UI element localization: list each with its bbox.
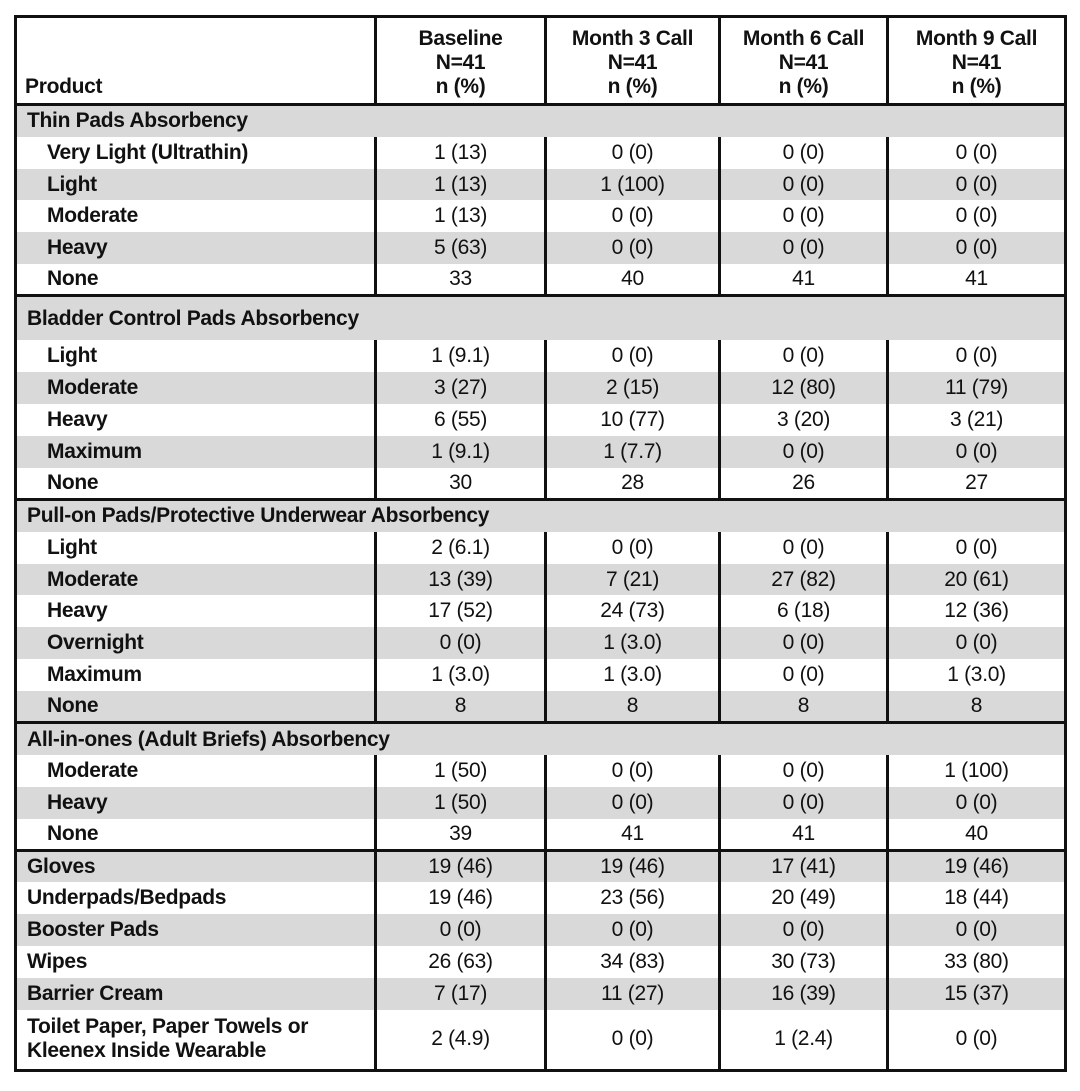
table-row bbox=[16, 340, 1066, 372]
row-label: Heavy bbox=[47, 599, 108, 623]
row-value: 0 (0) bbox=[888, 436, 1066, 468]
row-label: Light bbox=[47, 535, 97, 559]
section-title: Pull-on Pads/Protective Underwear Absorbency bbox=[16, 500, 1066, 532]
header-product: Product bbox=[16, 17, 376, 105]
column-unit: n (%) bbox=[778, 75, 829, 98]
row-label: Heavy bbox=[47, 407, 108, 431]
section-title: All-in-ones (Adult Briefs) Absorbency bbox=[16, 723, 1066, 755]
row-value: 26 bbox=[720, 468, 888, 500]
row-value: 8 bbox=[888, 691, 1066, 723]
row-value: 1 (13) bbox=[376, 169, 546, 201]
row-label: Barrier Cream bbox=[16, 978, 376, 1010]
table-row bbox=[16, 372, 1066, 404]
row-value: 6 (55) bbox=[376, 404, 546, 436]
row-value: 0 (0) bbox=[888, 200, 1066, 232]
row-value: 33 (80) bbox=[888, 946, 1066, 978]
row-label: Booster Pads bbox=[16, 914, 376, 946]
table-row bbox=[16, 819, 1066, 851]
row-label: Moderate bbox=[16, 564, 376, 596]
row-value: 0 (0) bbox=[546, 532, 720, 564]
section-header bbox=[16, 105, 1066, 137]
table-row bbox=[16, 404, 1066, 436]
row-value: 3 (20) bbox=[720, 404, 888, 436]
row-value: 1 (3.0) bbox=[376, 659, 546, 691]
row-value: 24 (73) bbox=[546, 595, 720, 627]
section-title: Thin Pads Absorbency bbox=[16, 105, 1066, 137]
row-label: Gloves bbox=[16, 851, 376, 883]
column-n: N=41 bbox=[778, 51, 829, 74]
table-row bbox=[16, 436, 1066, 468]
table-row bbox=[16, 755, 1066, 787]
section-header bbox=[16, 296, 1066, 340]
row-label: Moderate bbox=[47, 759, 138, 783]
row-label: None bbox=[47, 470, 99, 494]
row-value: 19 (46) bbox=[888, 851, 1066, 883]
row-label: None bbox=[16, 691, 376, 723]
row-value: 41 bbox=[720, 819, 888, 851]
row-value: 0 (0) bbox=[376, 627, 546, 659]
row-value: 2 (6.1) bbox=[376, 532, 546, 564]
table-row bbox=[16, 137, 1066, 169]
row-value: 41 bbox=[720, 264, 888, 296]
row-value: 0 (0) bbox=[720, 914, 888, 946]
header-month6 bbox=[720, 17, 888, 105]
section-header bbox=[16, 723, 1066, 755]
row-value: 1 (2.4) bbox=[720, 1010, 888, 1071]
table-row bbox=[16, 232, 1066, 264]
table-row bbox=[16, 978, 1066, 1010]
column-name: Month 3 Call bbox=[571, 27, 694, 50]
column-n: N=41 bbox=[435, 51, 486, 74]
row-value: 40 bbox=[888, 819, 1066, 851]
row-value: 1 (13) bbox=[376, 200, 546, 232]
row-value: 0 (0) bbox=[546, 200, 720, 232]
column-name: Month 6 Call bbox=[742, 27, 865, 50]
row-value: 12 (80) bbox=[720, 372, 888, 404]
row-value: 0 (0) bbox=[720, 659, 888, 691]
column-unit: n (%) bbox=[607, 75, 658, 98]
row-value: 0 (0) bbox=[546, 137, 720, 169]
row-value: 1 (9.1) bbox=[376, 340, 546, 372]
row-value: 30 bbox=[376, 468, 546, 500]
row-value: 0 (0) bbox=[546, 755, 720, 787]
row-value: 0 (0) bbox=[720, 200, 888, 232]
row-value: 28 bbox=[546, 468, 720, 500]
row-value: 17 (52) bbox=[376, 595, 546, 627]
row-value: 0 (0) bbox=[888, 340, 1066, 372]
table-row bbox=[16, 914, 1066, 946]
row-value: 18 (44) bbox=[888, 882, 1066, 914]
row-value: 0 (0) bbox=[888, 787, 1066, 819]
row-value: 19 (46) bbox=[546, 851, 720, 883]
row-label: Heavy bbox=[16, 232, 376, 264]
row-value: 0 (0) bbox=[546, 1010, 720, 1071]
row-value: 16 (39) bbox=[720, 978, 888, 1010]
table-row bbox=[16, 264, 1066, 296]
row-label: Underpads/Bedpads bbox=[27, 886, 227, 910]
header-baseline bbox=[376, 17, 546, 105]
row-value: 23 (56) bbox=[546, 882, 720, 914]
table-container bbox=[14, 15, 1064, 1072]
table-row bbox=[16, 200, 1066, 232]
row-value: 7 (21) bbox=[546, 564, 720, 596]
row-value: 0 (0) bbox=[546, 340, 720, 372]
column-unit: n (%) bbox=[951, 75, 1002, 98]
row-label: Moderate bbox=[16, 372, 376, 404]
row-value: 15 (37) bbox=[888, 978, 1066, 1010]
row-value: 0 (0) bbox=[546, 914, 720, 946]
table-row bbox=[16, 787, 1066, 819]
table-row bbox=[16, 882, 1066, 914]
table-row bbox=[16, 1010, 1066, 1071]
row-value: 3 (27) bbox=[376, 372, 546, 404]
row-value: 0 (0) bbox=[720, 532, 888, 564]
header-month3 bbox=[546, 17, 720, 105]
row-label: Light bbox=[47, 344, 97, 368]
row-value: 19 (46) bbox=[376, 851, 546, 883]
row-value: 7 (17) bbox=[376, 978, 546, 1010]
row-value: 0 (0) bbox=[720, 436, 888, 468]
row-value: 0 (0) bbox=[546, 787, 720, 819]
row-label: Maximum bbox=[47, 663, 142, 687]
table-row bbox=[16, 627, 1066, 659]
header-month9 bbox=[888, 17, 1066, 105]
row-value: 1 (3.0) bbox=[546, 627, 720, 659]
row-value: 1 (7.7) bbox=[546, 436, 720, 468]
section-title: Bladder Control Pads Absorbency bbox=[16, 296, 1066, 340]
row-value: 17 (41) bbox=[720, 851, 888, 883]
row-value: 27 bbox=[888, 468, 1066, 500]
row-label: None bbox=[47, 821, 99, 845]
row-value: 0 (0) bbox=[888, 1010, 1066, 1071]
column-name: Month 9 Call bbox=[915, 27, 1038, 50]
table-body bbox=[16, 105, 1066, 1071]
row-value: 0 (0) bbox=[888, 169, 1066, 201]
row-value: 1 (3.0) bbox=[888, 659, 1066, 691]
row-value: 41 bbox=[546, 819, 720, 851]
table-row bbox=[16, 595, 1066, 627]
row-value: 0 (0) bbox=[376, 914, 546, 946]
row-value: 41 bbox=[888, 264, 1066, 296]
row-value: 1 (9.1) bbox=[376, 436, 546, 468]
row-value: 0 (0) bbox=[720, 169, 888, 201]
row-value: 1 (50) bbox=[376, 755, 546, 787]
row-value: 1 (100) bbox=[888, 755, 1066, 787]
row-value: 34 (83) bbox=[546, 946, 720, 978]
row-value: 33 bbox=[376, 264, 546, 296]
row-value: 19 (46) bbox=[376, 882, 546, 914]
row-value: 8 bbox=[546, 691, 720, 723]
row-value: 2 (4.9) bbox=[376, 1010, 546, 1071]
row-value: 0 (0) bbox=[720, 232, 888, 264]
row-label: Maximum bbox=[16, 436, 376, 468]
column-n: N=41 bbox=[951, 51, 1002, 74]
row-value: 8 bbox=[376, 691, 546, 723]
row-value: 39 bbox=[376, 819, 546, 851]
row-label: None bbox=[47, 267, 99, 291]
row-value: 2 (15) bbox=[546, 372, 720, 404]
row-value: 30 (73) bbox=[720, 946, 888, 978]
row-label: Light bbox=[16, 169, 376, 201]
header-row bbox=[16, 17, 1066, 105]
row-value: 8 bbox=[720, 691, 888, 723]
column-name: Baseline bbox=[418, 27, 503, 50]
row-value: 40 bbox=[546, 264, 720, 296]
row-value: 0 (0) bbox=[888, 232, 1066, 264]
row-value: 27 (82) bbox=[720, 564, 888, 596]
row-label: Toilet Paper, Paper Towels or Kleenex Inside Wearable bbox=[27, 1015, 309, 1063]
row-value: 1 (50) bbox=[376, 787, 546, 819]
row-value: 20 (49) bbox=[720, 882, 888, 914]
row-value: 13 (39) bbox=[376, 564, 546, 596]
table-row bbox=[16, 564, 1066, 596]
row-value: 0 (0) bbox=[888, 914, 1066, 946]
row-value: 11 (27) bbox=[546, 978, 720, 1010]
row-value: 0 (0) bbox=[546, 232, 720, 264]
column-n: N=41 bbox=[607, 51, 658, 74]
row-label: Very Light (Ultrathin) bbox=[47, 140, 249, 164]
row-value: 0 (0) bbox=[888, 627, 1066, 659]
row-label: Overnight bbox=[16, 627, 376, 659]
row-label: Moderate bbox=[47, 204, 138, 228]
row-value: 3 (21) bbox=[888, 404, 1066, 436]
table-row bbox=[16, 532, 1066, 564]
row-value: 1 (100) bbox=[546, 169, 720, 201]
row-value: 0 (0) bbox=[720, 627, 888, 659]
row-value: 0 (0) bbox=[720, 755, 888, 787]
row-value: 12 (36) bbox=[888, 595, 1066, 627]
table-row bbox=[16, 659, 1066, 691]
row-value: 20 (61) bbox=[888, 564, 1066, 596]
row-label: Wipes bbox=[27, 950, 88, 974]
row-value: 0 (0) bbox=[720, 787, 888, 819]
table-row bbox=[16, 169, 1066, 201]
product-usage-table bbox=[14, 15, 1067, 1072]
row-label: Heavy bbox=[16, 787, 376, 819]
column-unit: n (%) bbox=[435, 75, 486, 98]
table-row bbox=[16, 946, 1066, 978]
row-value: 0 (0) bbox=[720, 340, 888, 372]
table-row bbox=[16, 468, 1066, 500]
row-value: 0 (0) bbox=[888, 532, 1066, 564]
row-value: 0 (0) bbox=[888, 137, 1066, 169]
table-row bbox=[16, 691, 1066, 723]
row-value: 5 (63) bbox=[376, 232, 546, 264]
row-value: 1 (13) bbox=[376, 137, 546, 169]
row-value: 26 (63) bbox=[376, 946, 546, 978]
section-header bbox=[16, 500, 1066, 532]
row-value: 10 (77) bbox=[546, 404, 720, 436]
row-value: 11 (79) bbox=[888, 372, 1066, 404]
row-value: 1 (3.0) bbox=[546, 659, 720, 691]
row-value: 6 (18) bbox=[720, 595, 888, 627]
row-value: 0 (0) bbox=[720, 137, 888, 169]
table-row bbox=[16, 851, 1066, 883]
